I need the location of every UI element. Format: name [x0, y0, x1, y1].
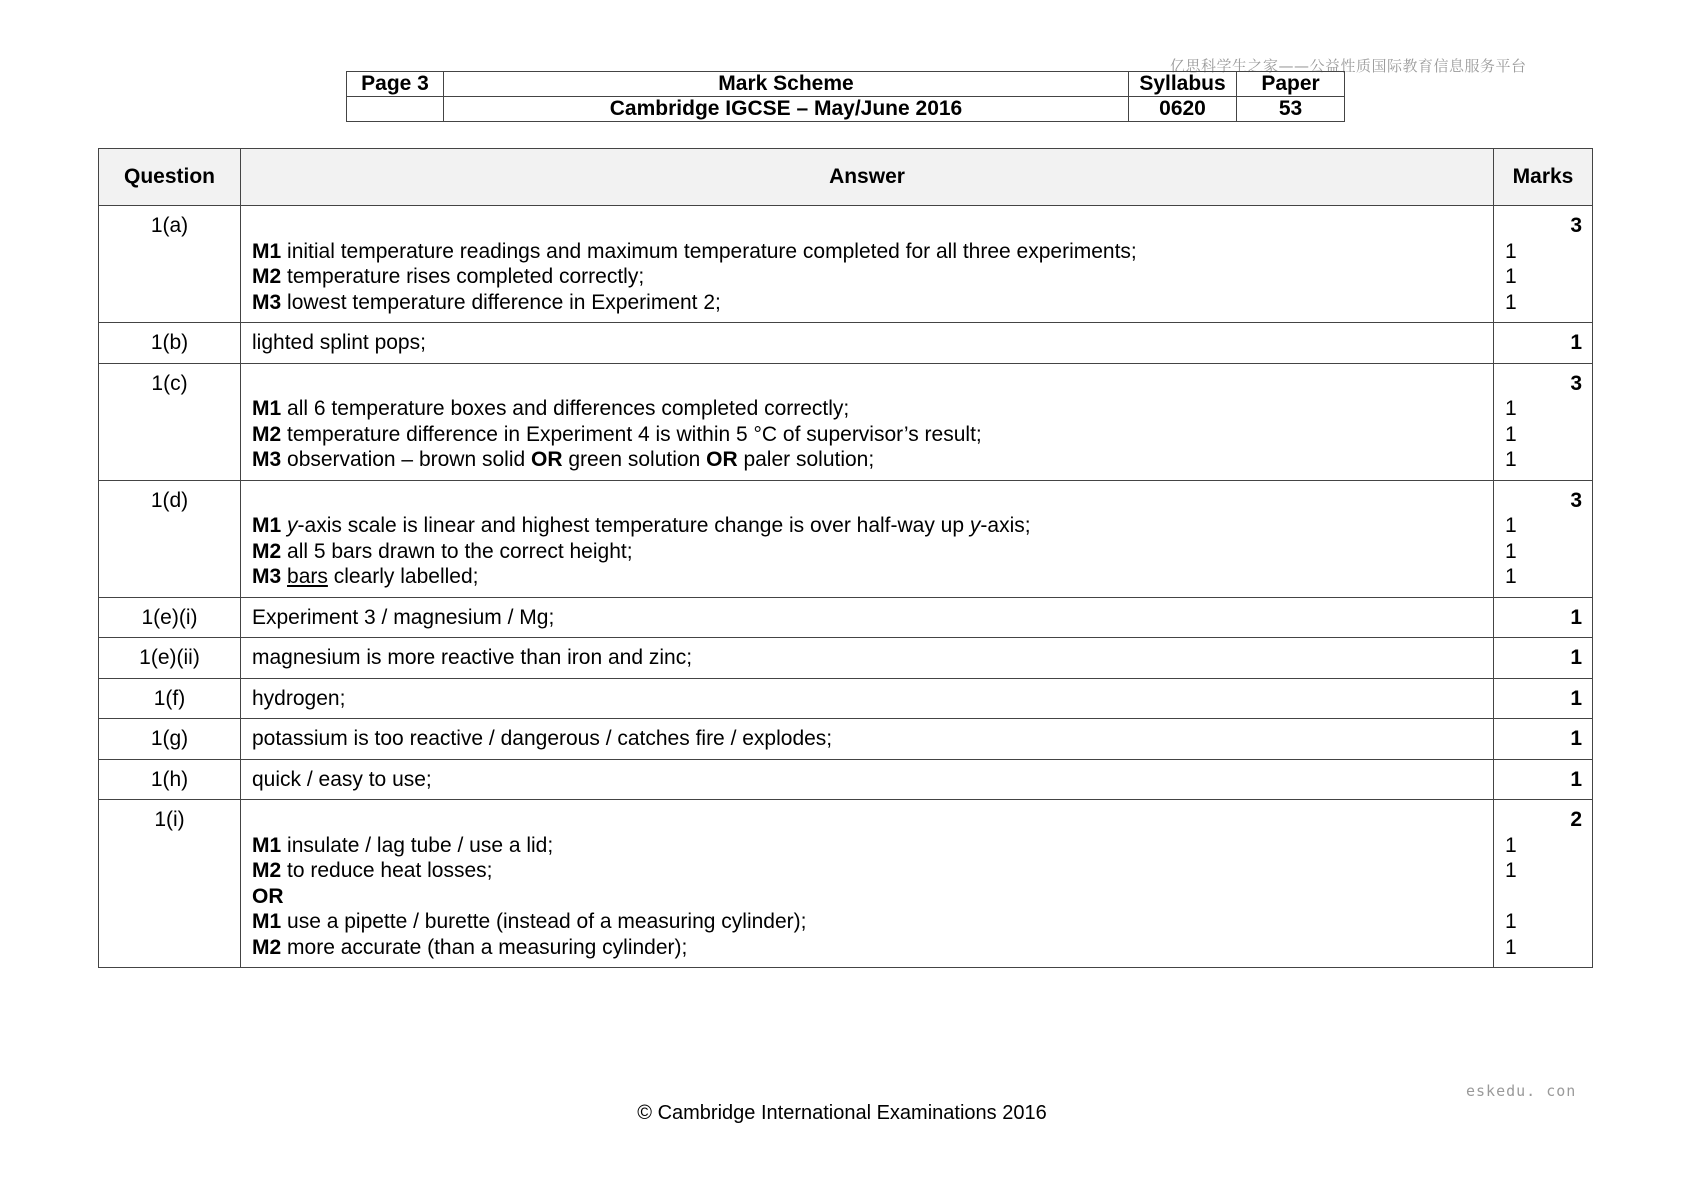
exam-title: Cambridge IGCSE – May/June 2016 [444, 97, 1129, 122]
paper-label: Paper [1237, 72, 1345, 97]
marks-cell [1494, 363, 1593, 480]
answer-cell [241, 480, 1494, 597]
answer-cell: magnesium is more reactive than iron and zinc; [241, 638, 1494, 679]
marks-cell [1494, 480, 1593, 597]
answer-line: M3 bars clearly labelled; [252, 565, 479, 588]
doc-title: Mark Scheme [444, 72, 1129, 97]
answer-cell [241, 363, 1494, 480]
marks-cell [1494, 638, 1593, 679]
answer-line: M1 use a pipette / burette (instead of a measuring cylinder); [252, 910, 807, 933]
answer-cell [241, 206, 1494, 323]
answer-line: M2 to reduce heat losses; [252, 859, 493, 882]
marks-total: 1 [1570, 767, 1582, 791]
question-number: 1(c) [99, 363, 241, 480]
col-answer-header: Answer [241, 149, 1494, 206]
mark-scheme-table [98, 148, 1593, 968]
table-row [99, 206, 1593, 323]
answer-line: M2 temperature difference in Experiment 4 is within 5 °C of supervisor’s result; [252, 422, 982, 446]
answer-line: OR [252, 884, 284, 908]
table-row [99, 480, 1593, 597]
marks-cell [1494, 323, 1593, 364]
answer-line: M3 observation – brown solid OR green solution OR paler solution; [252, 448, 875, 471]
answer-line: M2 all 5 bars drawn to the correct height; [252, 539, 633, 563]
marks-cell [1494, 206, 1593, 323]
marks-cell [1494, 800, 1593, 968]
table-header-row [99, 149, 1593, 206]
mark-value: 1 [1505, 565, 1517, 588]
answer-cell: lighted splint pops; [241, 323, 1494, 364]
watermark-bottom: eskedu. con [1466, 1082, 1577, 1100]
table-row [99, 597, 1593, 638]
mark-value: 1 [1505, 290, 1517, 314]
watermark-top: 亿思科学生之家——公益性质国际教育信息服务平台 [1170, 57, 1527, 75]
marks-total: 3 [1570, 488, 1582, 512]
answer-cell: potassium is too reactive / dangerous / catches fire / explodes; [241, 719, 1494, 760]
mark-value: 1 [1505, 859, 1517, 882]
table-row [99, 678, 1593, 719]
mark-value: 1 [1505, 910, 1517, 933]
answer-line: M2 more accurate (than a measuring cylinder); [252, 935, 688, 959]
answer-cell: Experiment 3 / magnesium / Mg; [241, 597, 1494, 638]
question-number: 1(a) [99, 206, 241, 323]
table-row [99, 759, 1593, 800]
question-number: 1(d) [99, 480, 241, 597]
marks-cell [1494, 678, 1593, 719]
question-number: 1(g) [99, 719, 241, 760]
table-row [99, 323, 1593, 364]
marks-total: 1 [1570, 686, 1582, 710]
mark-value: 1 [1505, 239, 1517, 263]
marks-cell [1494, 759, 1593, 800]
answer-line: M3 lowest temperature difference in Experiment 2; [252, 290, 721, 314]
question-number: 1(e)(ii) [99, 638, 241, 679]
table-row [99, 638, 1593, 679]
page-header-table [346, 71, 1345, 122]
copyright-footer: © Cambridge International Examinations 2016 [637, 1102, 1047, 1124]
col-question-header: Question [99, 149, 241, 206]
question-number: 1(b) [99, 323, 241, 364]
question-number: 1(i) [99, 800, 241, 968]
table-row [99, 800, 1593, 968]
answer-line: M1 all 6 temperature boxes and differences completed correctly; [252, 397, 850, 420]
table-row [99, 719, 1593, 760]
marks-cell [1494, 719, 1593, 760]
page-number: Page 3 [347, 72, 444, 97]
marks-total: 2 [1570, 808, 1582, 831]
syllabus-code: 0620 [1129, 97, 1237, 122]
mark-value: 1 [1505, 935, 1517, 959]
marks-total: 1 [1570, 727, 1582, 750]
mark-value: 1 [1505, 448, 1517, 471]
question-number: 1(h) [99, 759, 241, 800]
marks-total: 1 [1570, 646, 1582, 669]
syllabus-label: Syllabus [1129, 72, 1237, 97]
mark-value: 1 [1505, 397, 1517, 420]
answer-cell [241, 800, 1494, 968]
answer-line: M1 insulate / lag tube / use a lid; [252, 833, 554, 857]
marks-total: 3 [1570, 371, 1582, 395]
question-number: 1(f) [99, 678, 241, 719]
table-row [99, 363, 1593, 480]
answer-cell: quick / easy to use; [241, 759, 1494, 800]
marks-cell [1494, 597, 1593, 638]
paper-number: 53 [1237, 97, 1345, 122]
mark-value: 1 [1505, 833, 1517, 857]
col-marks-header: Marks [1494, 149, 1593, 206]
answer-line: M1 y-axis scale is linear and highest temperature change is over half-way up y-axis; [252, 514, 1031, 537]
question-number: 1(e)(i) [99, 597, 241, 638]
marks-total: 3 [1570, 214, 1582, 237]
answer-cell: hydrogen; [241, 678, 1494, 719]
marks-total: 1 [1570, 605, 1582, 629]
mark-value: 1 [1505, 539, 1517, 563]
answer-line: M1 initial temperature readings and maximum temperature completed for all three experiments; [252, 239, 1137, 263]
header-empty-cell [347, 97, 444, 122]
answer-line: M2 temperature rises completed correctly; [252, 265, 645, 288]
marks-total: 1 [1570, 331, 1582, 354]
mark-value: 1 [1505, 422, 1517, 446]
mark-value: 1 [1505, 265, 1517, 288]
mark-value: 1 [1505, 514, 1517, 537]
